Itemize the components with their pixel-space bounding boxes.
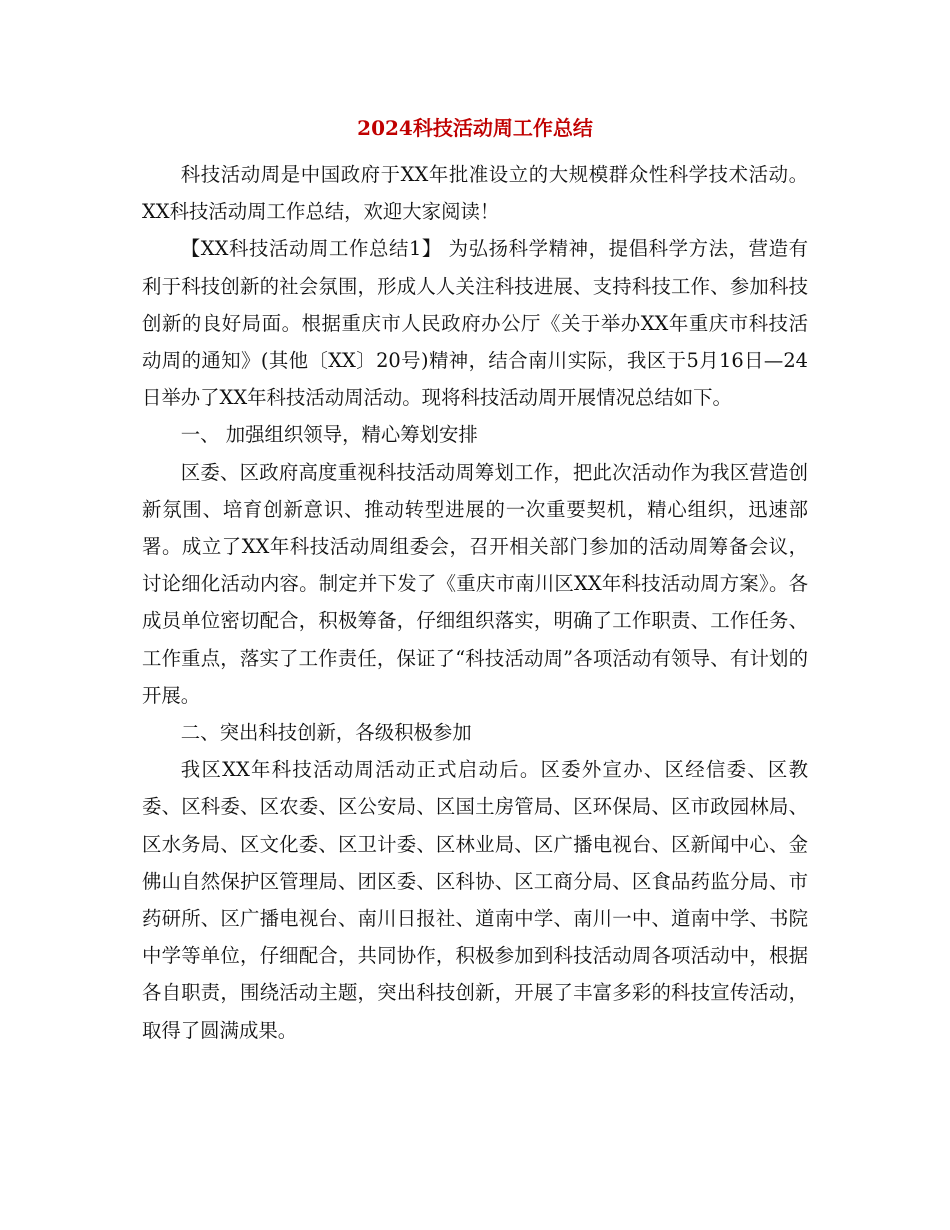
section-heading-1: 一、 加强组织领导，精心筹划安排 xyxy=(180,423,478,447)
paragraph-summary-1: 【XX科技活动周工作总结1】 为弘扬科学精神，提倡科学方法，营造有利于科技创新的社会氛围，形成人人关注科技进展、支持科技工作、参加科技创新的良好局面。根据重庆市人民政府办公厅《关于举办XX年重庆市科技活动周的通知》(其他〔XX〕20号)精神，结合南川实际，我区于5月16日—24日举办了XX年科技活动周活动。现将科技活动周开展情况总结如下。 xyxy=(142,237,808,410)
paragraph-section-1: 区委、区政府高度重视科技活动周筹划工作，把此次活动作为我区营造创新氛围、培育创新意识、推动转型进展的一次重要契机，精心组织，迅速部署。成立了XX年科技活动周组委会，召开相关部门参加的活动周筹备会议，讨论细化活动内容。制定并下发了《重庆市南川区XX年科技活动周方案》。各成员单位密切配合，积极筹备，仔细组织落实，明确了工作职责、工作任务、工作重点，落实了工作责任，保证了“科技活动周”各项活动有领导、有计划的开展。 xyxy=(142,460,808,707)
section-heading-2: 二、突出科技创新，各级积极参加 xyxy=(180,721,472,745)
paragraph-section-2: 我区XX年科技活动周活动正式启动后。区委外宣办、区经信委、区教委、区科委、区农委、区公安局、区国土房管局、区环保局、区市政园林局、区水务局、区文化委、区卫计委、区林业局、区广播电视台、区新闻中心、金佛山自然保护区管理局、团区委、区科协、区工商分局、区食品药监分局、市药研所、区广播电视台、南川日报社、道南中学、南川一中、道南中学、书院中学等单位，仔细配合，共同协作，积极参加到科技活动周各项活动中，根据各自职责，围绕活动主题，突出科技创新，开展了丰富多彩的科技宣传活动，取得了圆满成果。 xyxy=(142,758,808,1042)
paragraph-intro: 科技活动周是中国政府于XX年批准设立的大规模群众性科学技术活动。XX科技活动周工作总结，欢迎大家阅读！ xyxy=(142,163,808,224)
document-body xyxy=(142,156,808,1049)
document-title: 2024科技活动周工作总结 xyxy=(357,116,593,140)
